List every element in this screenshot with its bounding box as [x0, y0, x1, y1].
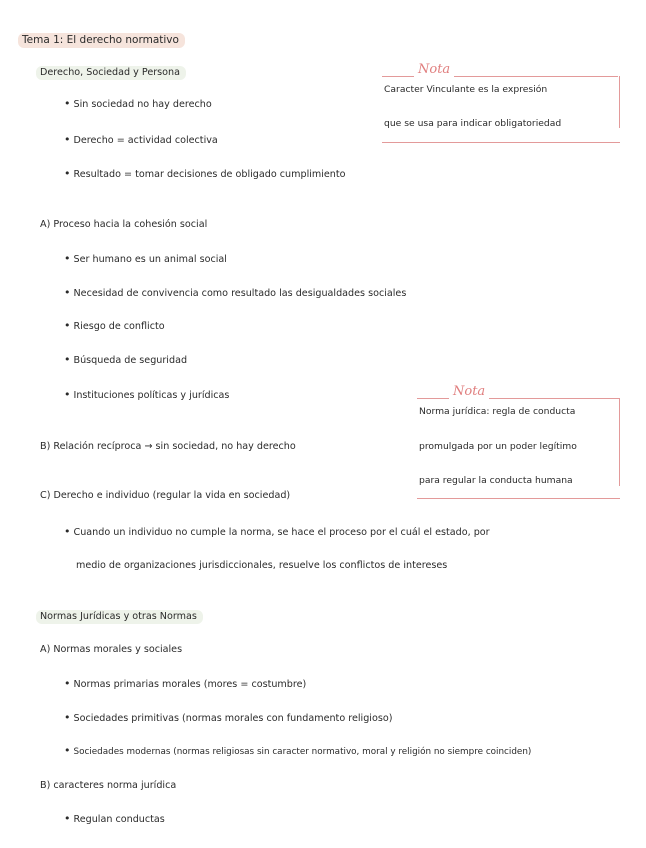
note-line: Norma jurídica: regla de conducta — [419, 406, 576, 417]
note-side-bar — [619, 76, 620, 128]
list-item: • Ser humano es un animal social — [64, 252, 227, 265]
list-item: • Instituciones políticas y jurídicas — [64, 388, 230, 401]
list-item: • Normas primarias morales (mores = costumbre) — [64, 677, 307, 690]
note-title-line — [417, 398, 449, 399]
note-title-line — [489, 398, 619, 399]
note-title-line — [382, 76, 414, 77]
note-box — [380, 60, 630, 150]
page-title — [22, 34, 185, 46]
list-item: • Regulan conductas — [64, 812, 165, 825]
list-item: • Resultado = tomar decisiones de obligado cumplimiento — [64, 167, 346, 180]
list-item: • Necesidad de convivencia como resultado las desigualdades sociales — [64, 286, 407, 299]
section-heading: Derecho, Sociedad y Persona — [40, 67, 186, 79]
subsection-heading: B) caracteres norma jurídica — [40, 780, 177, 791]
subsection-heading: B) Relación recíproca → sin sociedad, no hay derecho — [40, 441, 296, 452]
section-heading: Normas Jurídicas y otras Normas — [40, 611, 203, 623]
list-item-continuation: medio de organizaciones jurisdiccionales, resuelve los conflictos de intereses — [76, 560, 448, 571]
note-line: que se usa para indicar obligatoriedad — [384, 118, 562, 129]
note-title-line — [454, 76, 618, 77]
list-item: • Riesgo de conflicto — [64, 319, 165, 332]
note-bottom-line — [382, 142, 620, 143]
note-line: promulgada por un poder legítimo — [419, 441, 577, 452]
note-line: para regular la conducta humana — [419, 475, 573, 486]
list-item: • Cuando un individuo no cumple la norma, se hace el proceso por el cuál el estado, por — [64, 525, 490, 538]
note-box — [415, 383, 630, 501]
note-title: Nota — [418, 62, 451, 77]
note-title: Nota — [453, 384, 486, 399]
list-item: • Sociedades modernas (normas religiosas sin caracter normativo, moral y religión no siempre coinciden) — [64, 744, 532, 757]
list-item: • Derecho = actividad colectiva — [64, 133, 218, 146]
subsection-heading: A) Normas morales y sociales — [40, 644, 183, 655]
subsection-heading: A) Proceso hacia la cohesión social — [40, 219, 208, 230]
note-bottom-line — [417, 498, 620, 499]
note-line: Caracter Vinculante es la expresión — [384, 84, 548, 95]
list-item: • Sociedades primitivas (normas morales con fundamento religioso) — [64, 711, 393, 724]
list-item: • Búsqueda de seguridad — [64, 353, 188, 366]
title-highlight: Tema 1: El derecho normativo — [18, 33, 185, 48]
subsection-heading: C) Derecho e individuo (regular la vida en sociedad) — [40, 490, 291, 501]
note-side-bar — [619, 398, 620, 486]
list-item: • Sin sociedad no hay derecho — [64, 97, 212, 110]
